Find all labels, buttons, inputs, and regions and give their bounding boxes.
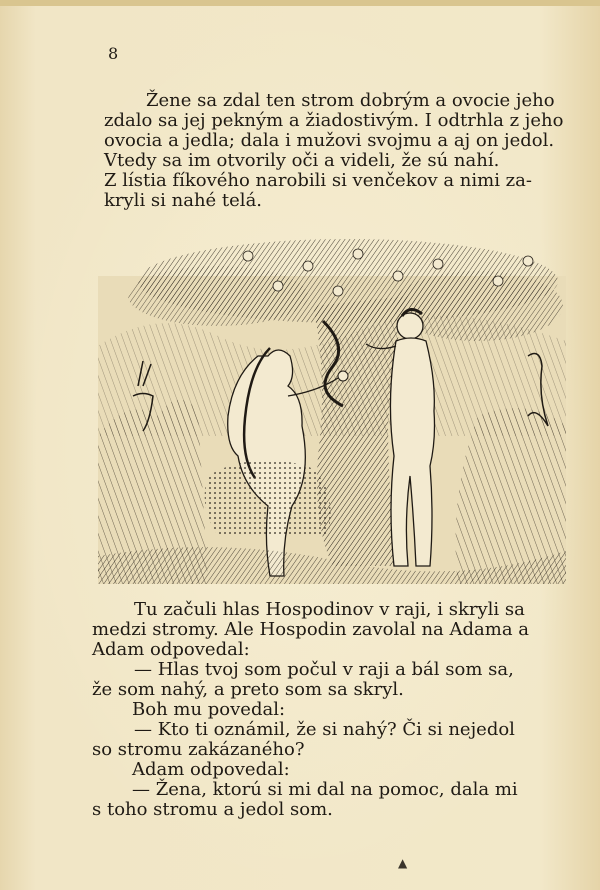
ink-speck: ▲ <box>398 856 408 870</box>
page-number: 8 <box>108 44 119 63</box>
text-line: — Kto ti oznámil, že si nahý? Či si nejedol <box>134 719 515 740</box>
text-line: kryli si nahé telá. <box>104 190 263 211</box>
text-line: Z lístia fíkového narobili si venčekov a nimi za- <box>104 170 532 191</box>
text-line: — Hlas tvoj som počul v raji a bál som sa, <box>134 659 514 680</box>
paragraph-dialogue <box>92 600 558 820</box>
text-line: Žene sa zdal ten strom dobrým a ovocie jeho <box>146 90 555 111</box>
text-line: zdalo sa jej pekným a žiadostivým. I odtrhla z jeho <box>104 110 564 131</box>
text-line: ovocia a jedla; dala i mužovi svojmu a aj on jedol. <box>104 130 555 151</box>
text-line: Vtedy sa im otvorily oči a videli, že sú nahí. <box>104 150 500 171</box>
text-line: Tu začuli hlas Hospodinov v raji, i skryli sa <box>134 599 525 620</box>
text-line: so stromu zakázaného? <box>92 739 305 760</box>
text-line: Adam odpovedal: <box>92 639 250 660</box>
text-line: s toho stromu a jedol som. <box>92 799 333 820</box>
text-line: Boh mu povedal: <box>132 699 286 720</box>
page-top-edge <box>0 0 600 6</box>
rock <box>205 460 331 536</box>
text-line: že som nahý, a preto som sa skryl. <box>92 679 404 700</box>
text-line: medzi stromy. Ale Hospodin zavolal na Adama a <box>92 619 530 640</box>
paragraph-intro <box>104 91 570 211</box>
text-line: — Žena, ktorú si mi dal na pomoc, dala mi <box>132 779 518 800</box>
text-line: Adam odpovedal: <box>132 759 290 780</box>
engraving-illustration <box>98 236 566 584</box>
